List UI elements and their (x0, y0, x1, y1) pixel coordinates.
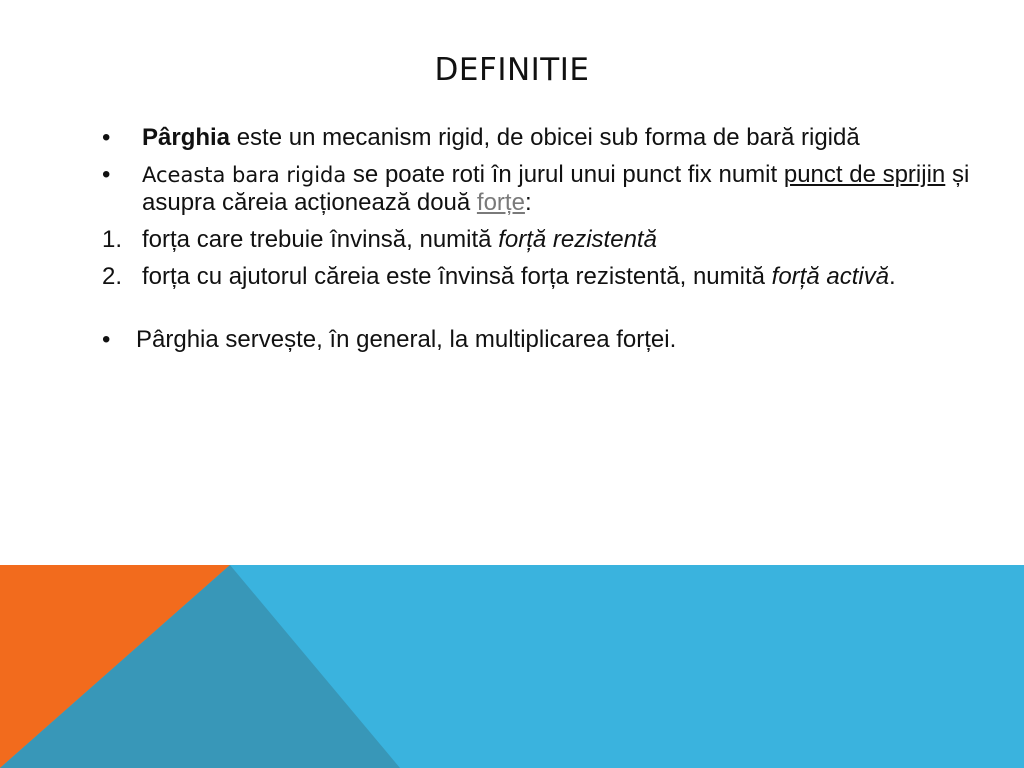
numbered-tail: . (889, 263, 896, 290)
term-forta-rezistenta: forță rezistentă (498, 226, 657, 253)
numbered-text: forța care trebuie învinsă, numită (142, 226, 499, 253)
term-bara-rigida: Aceasta bara rigida (142, 163, 347, 187)
bullet-marker: • (102, 161, 111, 188)
bullet-item-definition (100, 124, 980, 151)
rotation-text-a: se poate roti în jurul unui punct fix numit (346, 161, 784, 188)
bullet-marker: • (102, 124, 111, 151)
term-forta-activa: forță activă (771, 263, 890, 290)
numbered-text: forța cu ajutorul căreia este învinsă forța rezistentă, numită (142, 263, 772, 290)
rotation-text-b: și asupra căreia acționează două (142, 161, 970, 216)
term-parghia: Pârghia (142, 124, 231, 151)
definition-text: este un mecanism rigid, de obicei sub forma de bară rigidă (230, 124, 860, 151)
bullet-item-purpose (100, 326, 980, 353)
numbered-item-1 (100, 226, 980, 253)
bullet-marker: • (102, 326, 111, 353)
bullet-item-rotation (100, 161, 980, 216)
link-punct-de-sprijin[interactable]: punct de sprijin (783, 161, 946, 188)
purpose-text: Pârghia servește, în general, la multiplicarea forței. (136, 326, 677, 353)
rotation-text-c: : (524, 189, 532, 216)
number-marker: 2. (102, 263, 123, 290)
numbered-item-2 (100, 263, 980, 290)
link-forte[interactable]: forțe (476, 189, 525, 216)
slide-title: DEFINITIE (434, 52, 590, 88)
decorative-footer (0, 565, 1024, 768)
number-marker: 1. (102, 226, 123, 253)
slide-content (100, 124, 980, 363)
